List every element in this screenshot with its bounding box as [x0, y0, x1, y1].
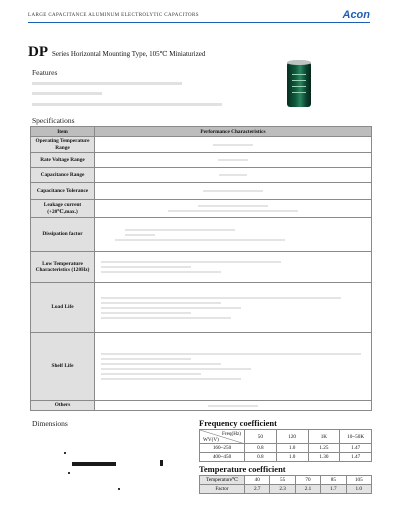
freq-label: Freq(Hz) [221, 431, 241, 437]
row-value [95, 137, 372, 153]
series-code: DP [28, 44, 48, 60]
factor-cell: 2.7 [245, 485, 270, 494]
spec-header-row [31, 127, 372, 137]
capacitor-marking [287, 68, 311, 100]
row-label: Dissipation factor [31, 218, 95, 252]
freq-column: 1K [308, 430, 340, 444]
coef-cell: 1.47 [340, 453, 372, 462]
row-label: Operating Temperature Range [31, 137, 95, 153]
table-row [31, 168, 372, 183]
row-label: Leakage current (+20℃,max.) [31, 200, 95, 218]
row-label: Shelf Life [31, 333, 95, 401]
dimensions-heading: Dimensions [32, 419, 68, 428]
table-row [200, 430, 372, 444]
row-label: Rate Voltage Range [31, 153, 95, 168]
coef-cell: 1.0 [276, 453, 308, 462]
temp-cell: 70 [295, 476, 320, 485]
col-item: Item [31, 127, 95, 137]
table-row [200, 444, 372, 453]
dimension-mark [118, 488, 120, 490]
coef-cell: 0.8 [245, 453, 277, 462]
factor-cell: 2.3 [270, 485, 295, 494]
feature-line [32, 103, 222, 106]
row-value [95, 401, 372, 411]
features-heading: Features [32, 68, 58, 77]
spec-table [30, 126, 372, 411]
temp-cell: 55 [270, 476, 295, 485]
row-value [95, 218, 372, 252]
coef-cell: 1.0 [276, 444, 308, 453]
coef-cell: 1.30 [308, 453, 340, 462]
row-value [95, 168, 372, 183]
table-row [31, 137, 372, 153]
temperature-label: Temperature℃ [200, 476, 245, 485]
page-title [28, 43, 205, 61]
row-label: Others [31, 401, 95, 411]
wv-label: WV(V) [203, 437, 219, 443]
brand-logo: Acon [342, 9, 370, 21]
table-row [200, 485, 372, 494]
coef-cell: 0.8 [245, 444, 277, 453]
row-value [95, 153, 372, 168]
coef-cell: 1.25 [308, 444, 340, 453]
table-row [31, 153, 372, 168]
table-row [31, 333, 372, 401]
header-rule [28, 22, 370, 23]
table-row [31, 283, 372, 333]
table-row [31, 401, 372, 411]
temp-cell: 40 [245, 476, 270, 485]
wv-cell: 160~250 [200, 444, 245, 453]
row-label: Capacitance Range [31, 168, 95, 183]
col-performance: Performance Characteristics [95, 127, 372, 137]
freq-column: 50 [245, 430, 277, 444]
temperature-coefficient-table [199, 475, 372, 494]
row-value [95, 200, 372, 218]
feature-line [32, 92, 102, 95]
freq-column: 120 [276, 430, 308, 444]
corner-cell [200, 430, 245, 444]
table-row [31, 218, 372, 252]
dimension-mark [68, 472, 70, 474]
row-label: Low Temperature Characteristics (120Hz) [31, 252, 95, 283]
dimension-mark [64, 452, 66, 454]
capacitor-top [287, 60, 311, 65]
row-value [95, 183, 372, 200]
frequency-coefficient-title: Frequency coefficient [199, 418, 277, 428]
row-label: Capacitance Tolerance [31, 183, 95, 200]
wv-cell: 400~450 [200, 453, 245, 462]
table-row [200, 476, 372, 485]
temp-cell: 105 [346, 476, 371, 485]
frequency-coefficient-table [199, 429, 372, 462]
table-row [31, 252, 372, 283]
dimension-drawing [72, 462, 116, 466]
row-label: Load Life [31, 283, 95, 333]
coef-cell: 1.47 [340, 444, 372, 453]
temp-cell: 85 [321, 476, 346, 485]
dimension-drawing [160, 460, 163, 466]
row-value [95, 252, 372, 283]
table-row [200, 453, 372, 462]
temperature-coefficient-title: Temperature coefficient [199, 464, 286, 474]
table-row [31, 183, 372, 200]
feature-line [32, 82, 182, 85]
factor-cell: 2.1 [295, 485, 320, 494]
factor-cell: 1.0 [346, 485, 371, 494]
freq-column: 10~50K [340, 430, 372, 444]
table-row [31, 200, 372, 218]
specifications-heading: Specifications [32, 116, 75, 125]
row-value [95, 283, 372, 333]
factor-label: Factor [200, 485, 245, 494]
series-header: LARGE CAPACITANCE ALUMINUM ELECTROLYTIC CAPACITORS [28, 13, 199, 18]
row-value [95, 333, 372, 401]
factor-cell: 1.7 [321, 485, 346, 494]
series-subtitle: Series Horizontal Mounting Type, 105℃ Miniaturized [52, 50, 206, 58]
